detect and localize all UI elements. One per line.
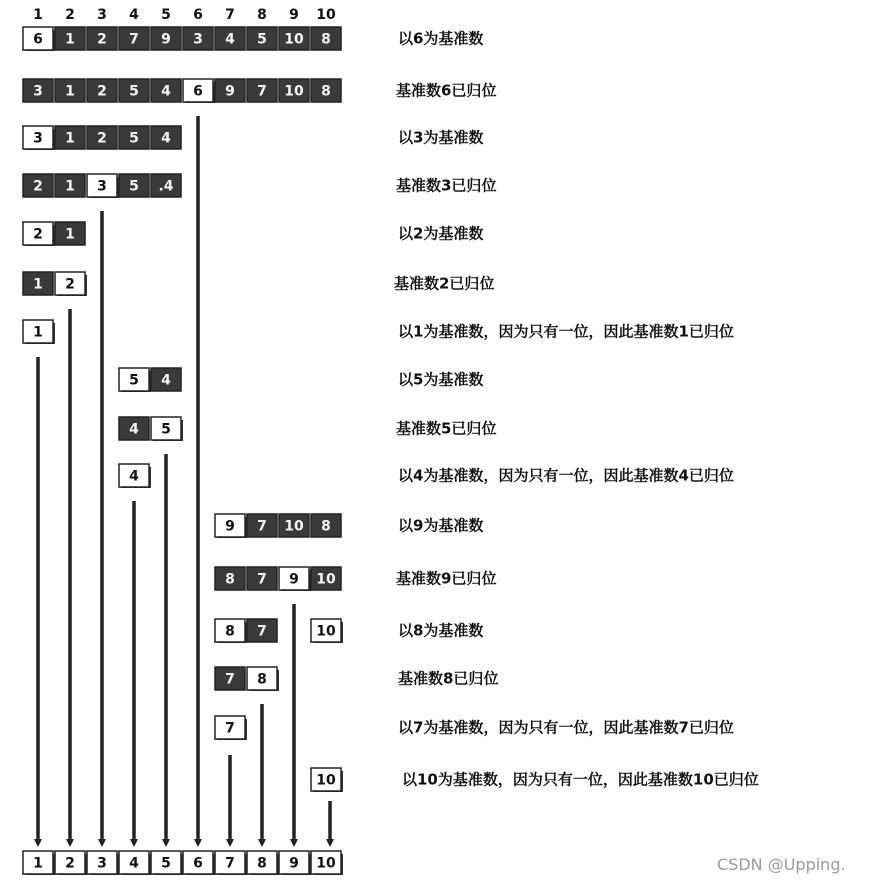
array-cell [119, 174, 149, 197]
column-index: 5 [161, 7, 171, 23]
cell-value: 7 [129, 31, 139, 48]
final-cell [87, 851, 119, 875]
array-cell [279, 79, 309, 102]
cell-value: 7 [225, 855, 235, 872]
final-cell [119, 851, 151, 875]
cell-value: .4 [158, 178, 174, 195]
cell-value: 9 [225, 518, 235, 535]
step-caption: 以5为基准数 [398, 370, 484, 389]
array-cell [119, 126, 149, 149]
watermark: CSDN @Upping. [717, 855, 846, 874]
final-cell [279, 851, 311, 875]
step-caption: 以8为基准数 [398, 621, 484, 640]
step-caption: 以9为基准数 [398, 516, 484, 535]
array-cell [151, 126, 181, 149]
step-caption: 以1为基准数，因为只有一位，因此基准数1已归位 [398, 322, 734, 341]
step-row [119, 464, 151, 488]
column-index: 9 [289, 7, 299, 23]
cell-value: 3 [33, 83, 43, 100]
cell-value: 3 [193, 31, 203, 48]
array-cell [23, 27, 55, 51]
cell-value: 1 [33, 324, 43, 341]
cell-value: 3 [97, 855, 107, 872]
cell-value: 8 [225, 623, 235, 640]
array-cell [215, 667, 245, 690]
cell-value: 7 [225, 720, 235, 737]
cell-value: 6 [33, 31, 43, 48]
array-cell [23, 320, 55, 344]
final-cell [215, 851, 247, 875]
cell-value: 6 [193, 83, 203, 100]
array-cell [311, 768, 343, 792]
final-cell [311, 851, 343, 875]
cell-value: 9 [161, 31, 171, 48]
cell-value: 1 [33, 276, 43, 293]
cell-value: 4 [129, 468, 139, 485]
array-cell [247, 567, 277, 590]
column-index: 7 [225, 7, 235, 23]
cell-value: 2 [33, 226, 43, 243]
array-cell [311, 79, 341, 102]
final-cell [183, 851, 215, 875]
array-cell [23, 272, 53, 295]
cell-value: 1 [65, 226, 75, 243]
column-index: 8 [257, 7, 267, 23]
cell-value: 1 [65, 31, 75, 48]
cell-value: 7 [257, 518, 267, 535]
array-cell [247, 27, 277, 50]
cell-value: 2 [97, 31, 107, 48]
step-row [215, 667, 279, 691]
final-sorted-row [23, 851, 343, 875]
array-cell [55, 27, 85, 50]
step-captions [394, 30, 759, 790]
final-cell [247, 851, 279, 875]
array-cell [23, 174, 53, 197]
step-row [23, 79, 341, 103]
cell-value: 1 [65, 83, 75, 100]
step-row [311, 768, 343, 792]
array-cell [183, 79, 215, 103]
step-row [215, 567, 341, 591]
cell-value: 8 [257, 671, 267, 688]
cell-value: 10 [284, 518, 304, 535]
array-cell [23, 126, 55, 150]
cell-value: 5 [161, 855, 171, 872]
cell-value: 9 [289, 855, 299, 872]
array-cell [279, 27, 309, 50]
array-cell [151, 417, 183, 441]
final-cell [151, 851, 183, 875]
cell-value: 10 [316, 571, 336, 588]
array-cell [215, 619, 247, 643]
array-cell [247, 514, 277, 537]
step-caption: 以4为基准数，因为只有一位，因此基准数4已归位 [398, 466, 734, 485]
step-row [23, 222, 85, 246]
step-caption: 基准数2已归位 [394, 274, 495, 293]
array-cell [55, 174, 85, 197]
step-row [215, 514, 341, 538]
array-cell [119, 27, 149, 50]
final-cell [23, 851, 55, 875]
column-header [33, 7, 336, 23]
array-cell [279, 514, 309, 537]
array-cell [215, 514, 247, 538]
step-row [215, 619, 343, 643]
step-row [119, 417, 183, 441]
cell-value: 2 [97, 83, 107, 100]
cell-value: 4 [129, 855, 139, 872]
column-index: 6 [193, 7, 203, 23]
array-cell [23, 79, 53, 102]
cell-value: 7 [257, 623, 267, 640]
array-cell [247, 79, 277, 102]
array-cell [87, 27, 117, 50]
cell-value: 4 [129, 421, 139, 438]
array-cell [87, 126, 117, 149]
step-caption: 以10为基准数，因为只有一位，因此基准数10已归位 [402, 770, 759, 789]
cell-value: 5 [257, 31, 267, 48]
array-cell [23, 222, 55, 246]
cell-value: 8 [321, 83, 331, 100]
cell-value: 2 [65, 276, 75, 293]
step-row [23, 272, 87, 296]
step-caption: 基准数5已归位 [396, 419, 497, 438]
array-cell [55, 222, 85, 245]
array-cell [119, 417, 149, 440]
array-cell [215, 79, 245, 102]
cell-value: 1 [65, 178, 75, 195]
cell-value: 2 [97, 130, 107, 147]
array-cell [311, 567, 341, 590]
cell-value: 4 [161, 130, 171, 147]
array-cell [311, 514, 341, 537]
cell-value: 5 [129, 83, 139, 100]
cell-value: 8 [321, 518, 331, 535]
step-caption: 以7为基准数，因为只有一位，因此基准数7已归位 [398, 718, 734, 737]
cell-value: 10 [316, 772, 336, 789]
array-cell [55, 272, 87, 296]
cell-value: 10 [316, 623, 336, 640]
cell-value: 7 [257, 571, 267, 588]
cell-value: 8 [321, 31, 331, 48]
array-cell [151, 27, 181, 50]
cell-value: 9 [225, 83, 235, 100]
array-cell [151, 79, 181, 102]
cell-value: 3 [33, 130, 43, 147]
array-cell [279, 567, 311, 591]
column-index: 2 [65, 7, 75, 23]
step-row [119, 368, 181, 392]
cell-value: 10 [284, 31, 304, 48]
array-cell [311, 619, 343, 643]
array-cell [87, 174, 119, 198]
step-caption: 基准数8已归位 [398, 669, 499, 688]
step-row [23, 27, 341, 51]
cell-value: 4 [161, 372, 171, 389]
cell-value: 5 [129, 372, 139, 389]
step-row [23, 174, 181, 198]
cell-value: 6 [193, 855, 203, 872]
step-caption: 基准数9已归位 [396, 569, 497, 588]
step-row [23, 320, 55, 344]
cell-value: 7 [257, 83, 267, 100]
column-index: 10 [316, 7, 336, 23]
step-row [215, 716, 247, 740]
column-index: 3 [97, 7, 107, 23]
array-cell [183, 27, 213, 50]
cell-value: 2 [33, 178, 43, 195]
step-caption: 以6为基准数 [398, 29, 484, 48]
array-cell [151, 368, 181, 391]
step-caption: 基准数3已归位 [396, 176, 497, 195]
array-cell [87, 79, 117, 102]
array-cell [119, 464, 151, 488]
step-caption: 以2为基准数 [398, 224, 484, 243]
array-cell [215, 27, 245, 50]
array-cell [55, 126, 85, 149]
cell-value: 4 [161, 83, 171, 100]
cell-value: 8 [257, 855, 267, 872]
cell-value: 1 [33, 855, 43, 872]
cell-value: 9 [289, 571, 299, 588]
cell-value: 10 [316, 855, 336, 872]
cell-value: 5 [129, 178, 139, 195]
cell-value: 1 [65, 130, 75, 147]
cell-value: 3 [97, 178, 107, 195]
cell-value: 5 [161, 421, 171, 438]
cell-value: 2 [65, 855, 75, 872]
cell-value: 7 [225, 671, 235, 688]
array-cell [215, 716, 247, 740]
cell-value: 10 [284, 83, 304, 100]
step-caption: 以3为基准数 [398, 128, 484, 147]
array-cell [311, 27, 341, 50]
final-cell [55, 851, 87, 875]
array-cell [215, 567, 245, 590]
array-cell [119, 79, 149, 102]
cell-value: 5 [129, 130, 139, 147]
array-cell [151, 174, 181, 197]
cell-value: 4 [225, 31, 235, 48]
column-index: 4 [129, 7, 139, 23]
array-cell [247, 619, 277, 642]
array-cell [55, 79, 85, 102]
cell-value: 8 [225, 571, 235, 588]
array-cell [247, 667, 279, 691]
step-caption: 基准数6已归位 [396, 81, 497, 100]
step-row [23, 126, 181, 150]
array-cell [119, 368, 151, 392]
column-index: 1 [33, 7, 43, 23]
